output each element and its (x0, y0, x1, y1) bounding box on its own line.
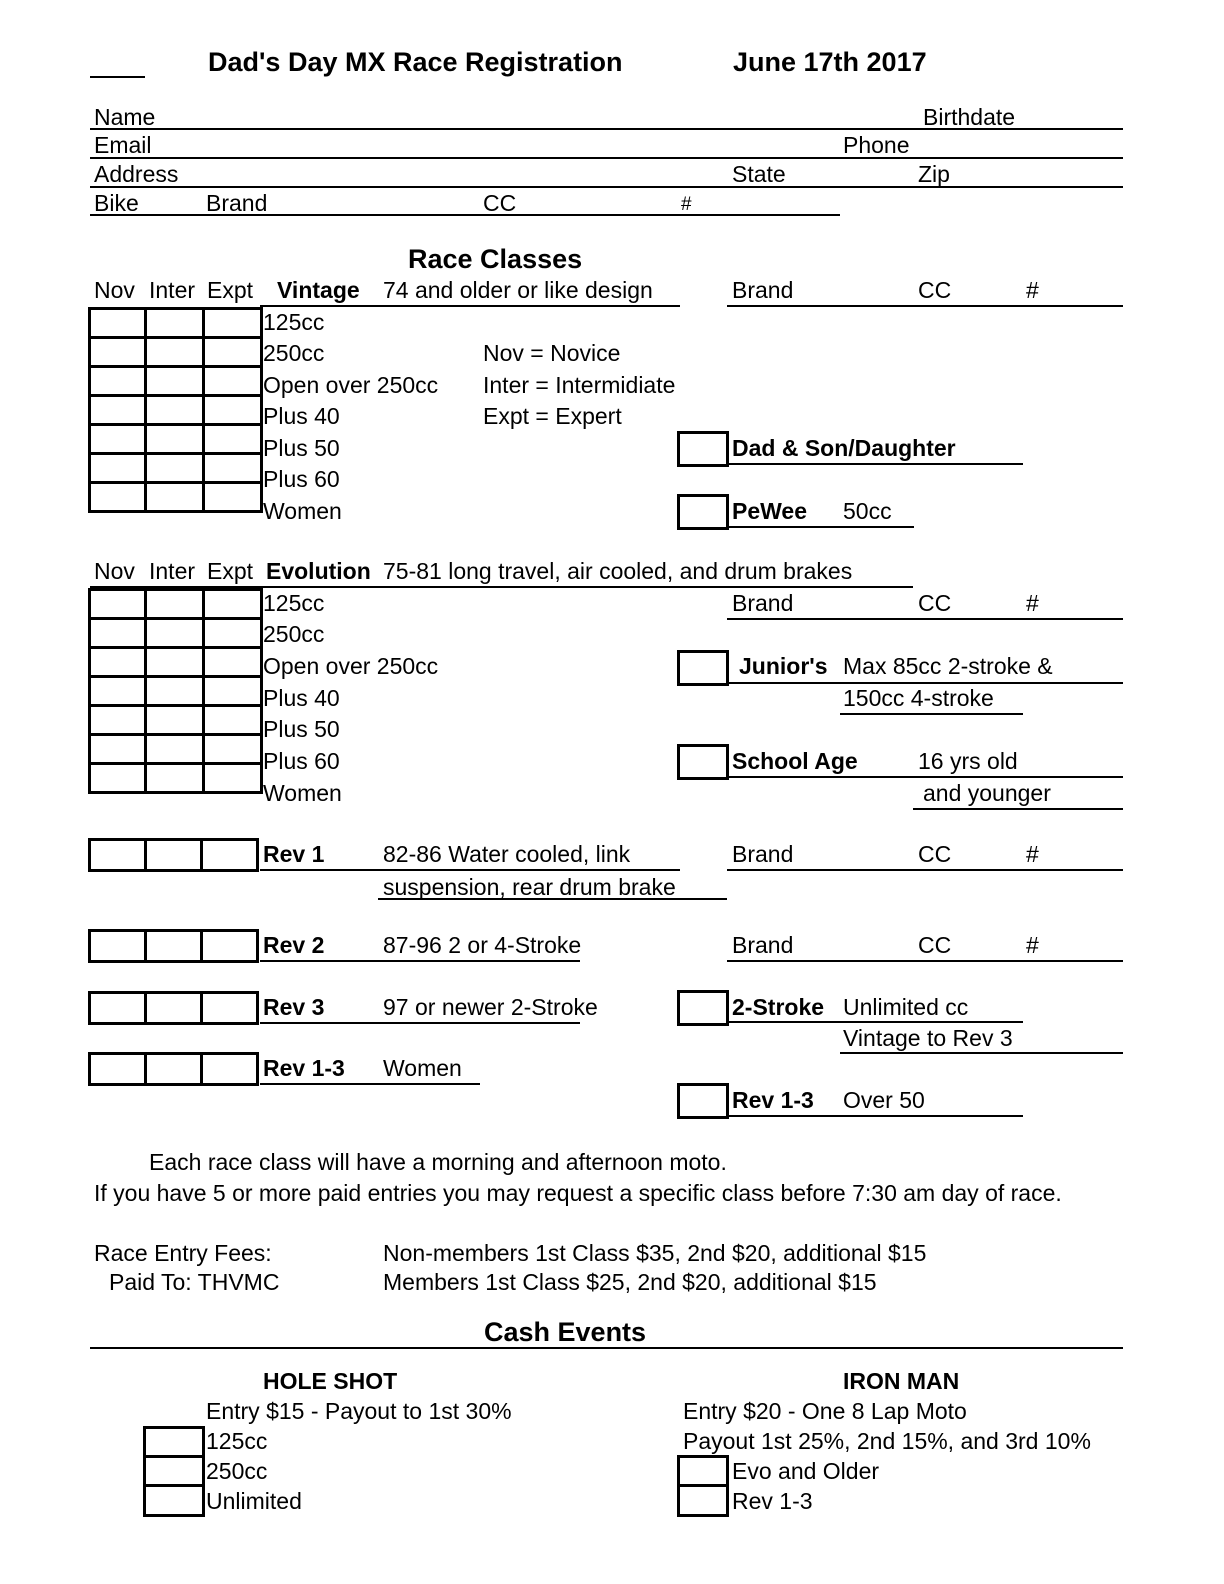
two-stroke-line1 (729, 1021, 1023, 1023)
two-stroke-desc1: Unlimited cc (843, 994, 969, 1020)
state-label: State (732, 161, 786, 187)
two-stroke-checkbox[interactable] (677, 990, 729, 1026)
school-age-desc1: 16 yrs old (918, 748, 1018, 774)
form-number-blank[interactable] (90, 76, 145, 78)
evo-plus60-expt-checkbox[interactable] (202, 733, 263, 765)
rev13-women-checkbox-row (88, 1052, 256, 1086)
rev2-line (260, 960, 580, 962)
rev1-line2 (378, 898, 727, 900)
vintage-plus50-nov-checkbox[interactable] (88, 423, 147, 455)
vintage-250-expt-checkbox[interactable] (202, 336, 263, 368)
two-stroke-desc2: Vintage to Rev 3 (843, 1025, 1013, 1051)
rev3-checkbox-row (88, 991, 256, 1025)
evo-bike-line[interactable] (727, 618, 1123, 620)
rev2-desc: 87-96 2 or 4-Stroke (383, 932, 582, 958)
hole-shot-option-250: 250cc (206, 1458, 268, 1484)
vintage-class-plus40: Plus 40 (263, 403, 340, 429)
school-age-title: School Age (732, 748, 858, 774)
hole-shot-entry: Entry $15 - Payout to 1st 30% (206, 1398, 512, 1424)
vintage-125-inter-checkbox[interactable] (144, 307, 205, 339)
bike-number-label: # (681, 194, 692, 215)
bike-line[interactable] (90, 214, 840, 216)
vintage-women-nov-checkbox[interactable] (88, 481, 147, 513)
rev2-nov-checkbox[interactable] (88, 929, 147, 963)
rev13-women-inter-checkbox[interactable] (144, 1052, 203, 1086)
entries-note: If you have 5 or more paid entries you may request a specific class before 7:30 am day of race. (94, 1180, 1062, 1206)
evo-plus60-nov-checkbox[interactable] (88, 733, 147, 765)
vintage-cc-label: CC (918, 277, 952, 303)
rev1-desc1: 82-86 Water cooled, link (383, 841, 631, 867)
vintage-plus40-nov-checkbox[interactable] (88, 394, 147, 426)
vintage-class-plus60: Plus 60 (263, 466, 340, 492)
hole-shot-unlimited-checkbox[interactable] (143, 1484, 205, 1517)
evo-class-plus60: Plus 60 (263, 748, 340, 774)
evo-plus40-expt-checkbox[interactable] (202, 675, 263, 707)
evo-250-expt-checkbox[interactable] (202, 617, 263, 649)
evo-open-inter-checkbox[interactable] (144, 646, 205, 678)
rev2-cc-label: CC (918, 932, 952, 958)
address-line[interactable] (90, 186, 1123, 188)
vintage-desc: 74 and older or like design (383, 277, 653, 303)
race-classes-heading: Race Classes (408, 244, 583, 274)
evo-plus60-inter-checkbox[interactable] (144, 733, 205, 765)
rev3-nov-checkbox[interactable] (88, 991, 147, 1025)
evo-inter-header: Inter (149, 558, 196, 584)
iron-man-option-evo: Evo and Older (732, 1458, 880, 1484)
juniors-title: Junior's (739, 653, 828, 679)
evo-cc-label: CC (918, 590, 952, 616)
vintage-250-inter-checkbox[interactable] (144, 336, 205, 368)
school-age-desc2: and younger (923, 780, 1051, 806)
vintage-women-inter-checkbox[interactable] (144, 481, 205, 513)
rev13-over50-title: Rev 1-3 (732, 1087, 814, 1113)
vintage-checkbox-grid (88, 307, 260, 510)
vintage-open-expt-checkbox[interactable] (202, 365, 263, 397)
vintage-class-women: Women (263, 498, 342, 524)
vintage-plus50-inter-checkbox[interactable] (144, 423, 205, 455)
rev2-bike-line[interactable] (727, 960, 1123, 962)
evolution-title: Evolution (266, 558, 371, 584)
vintage-plus60-inter-checkbox[interactable] (144, 452, 205, 484)
vintage-250-nov-checkbox[interactable] (88, 336, 147, 368)
evo-plus50-expt-checkbox[interactable] (202, 704, 263, 736)
rev3-desc: 97 or newer 2-Stroke (383, 994, 598, 1020)
iron-man-entry: Entry $20 - One 8 Lap Moto (683, 1398, 967, 1424)
moto-note: Each race class will have a morning and afternoon moto. (149, 1149, 727, 1175)
bike-cc-label: CC (483, 190, 517, 216)
rev1-line1 (260, 869, 680, 871)
rev13-women-title: Rev 1-3 (263, 1055, 345, 1081)
pewee-title: PeWee (732, 498, 808, 524)
evolution-checkbox-grid (88, 588, 260, 791)
vintage-class-open: Open over 250cc (263, 372, 439, 398)
email-line[interactable] (90, 157, 1123, 159)
vintage-title: Vintage (277, 277, 360, 303)
rev1-desc2: suspension, rear drum brake (383, 874, 676, 900)
dad-son-line (729, 463, 1023, 465)
vintage-class-plus50: Plus 50 (263, 435, 340, 461)
rev13-women-expt-checkbox[interactable] (200, 1052, 259, 1086)
two-stroke-title: 2-Stroke (732, 994, 825, 1020)
pewee-line (729, 526, 914, 528)
evo-open-nov-checkbox[interactable] (88, 646, 147, 678)
rev1-nov-checkbox[interactable] (88, 838, 147, 872)
evo-class-women: Women (263, 780, 342, 806)
rev2-brand-label: Brand (732, 932, 794, 958)
name-label: Name (94, 104, 156, 130)
pewee-desc: 50cc (843, 498, 892, 524)
hole-shot-option-unlimited: Unlimited (206, 1488, 302, 1514)
vintage-brand-label: Brand (732, 277, 794, 303)
evo-nov-header: Nov (94, 558, 135, 584)
evo-250-inter-checkbox[interactable] (144, 617, 205, 649)
rev13-women-nov-checkbox[interactable] (88, 1052, 147, 1086)
vintage-plus60-expt-checkbox[interactable] (202, 452, 263, 484)
rev2-checkbox-row (88, 929, 256, 963)
evo-plus40-nov-checkbox[interactable] (88, 675, 147, 707)
iron-man-option-rev13: Rev 1-3 (732, 1488, 813, 1514)
legend-intermediate: Inter = Intermidiate (483, 372, 676, 398)
juniors-desc2: 150cc 4-stroke (843, 685, 994, 711)
rev2-inter-checkbox[interactable] (144, 929, 203, 963)
vintage-open-inter-checkbox[interactable] (144, 365, 205, 397)
iron-man-payout: Payout 1st 25%, 2nd 15%, and 3rd 10% (683, 1428, 1091, 1454)
expt-header: Expt (207, 277, 254, 303)
email-label: Email (94, 132, 152, 158)
name-line[interactable] (90, 128, 1123, 130)
iron-man-rev13-checkbox[interactable] (677, 1484, 729, 1517)
vintage-plus50-expt-checkbox[interactable] (202, 423, 263, 455)
evo-class-open: Open over 250cc (263, 653, 439, 679)
evolution-desc: 75-81 long travel, air cooled, and drum brakes (383, 558, 853, 584)
rev13-over50-checkbox[interactable] (677, 1083, 729, 1119)
vintage-number-label: # (1026, 277, 1039, 303)
inter-header: Inter (149, 277, 196, 303)
rev13-women-line (260, 1083, 480, 1085)
nov-header: Nov (94, 277, 135, 303)
evo-plus40-inter-checkbox[interactable] (144, 675, 205, 707)
phone-label: Phone (843, 132, 910, 158)
vintage-125-nov-checkbox[interactable] (88, 307, 147, 339)
hole-shot-option-125: 125cc (206, 1428, 268, 1454)
vintage-plus60-nov-checkbox[interactable] (88, 452, 147, 484)
rev2-title: Rev 2 (263, 932, 325, 958)
two-stroke-line2 (840, 1052, 1123, 1054)
fees-label: Race Entry Fees: (94, 1240, 272, 1266)
hole-shot-125-checkbox[interactable] (143, 1426, 205, 1458)
rev1-inter-checkbox[interactable] (144, 838, 203, 872)
iron-man-title: IRON MAN (843, 1368, 960, 1394)
hole-shot-title: HOLE SHOT (263, 1368, 398, 1394)
evo-women-expt-checkbox[interactable] (202, 762, 263, 794)
evo-number-label: # (1026, 590, 1039, 616)
evo-brand-label: Brand (732, 590, 794, 616)
juniors-desc1: Max 85cc 2-stroke & (843, 653, 1053, 679)
vintage-class-250: 250cc (263, 340, 325, 366)
zip-label: Zip (918, 161, 950, 187)
non-member-fees: Non-members 1st Class $35, 2nd $20, additional $15 (383, 1240, 927, 1266)
rev1-expt-checkbox[interactable] (200, 838, 259, 872)
rev3-title: Rev 3 (263, 994, 325, 1020)
evo-125-inter-checkbox[interactable] (144, 588, 205, 620)
vintage-bike-line[interactable] (727, 305, 1123, 307)
legend-novice: Nov = Novice (483, 340, 621, 366)
rev1-number-label: # (1026, 841, 1039, 867)
evo-125-expt-checkbox[interactable] (202, 588, 263, 620)
dad-son-checkbox[interactable] (677, 431, 729, 467)
vintage-header-line (260, 305, 680, 307)
bike-label: Bike (94, 190, 139, 216)
pewee-checkbox[interactable] (677, 494, 729, 530)
vintage-plus40-inter-checkbox[interactable] (144, 394, 205, 426)
evo-class-plus40: Plus 40 (263, 685, 340, 711)
juniors-checkbox[interactable] (677, 650, 729, 686)
iron-man-evo-checkbox[interactable] (677, 1455, 729, 1487)
evo-expt-header: Expt (207, 558, 254, 584)
dad-son-title: Dad & Son/Daughter (732, 435, 956, 461)
evo-class-125: 125cc (263, 590, 325, 616)
cash-events-divider (90, 1347, 1123, 1349)
rev1-checkbox-row (88, 838, 256, 872)
rev2-number-label: # (1026, 932, 1039, 958)
school-age-checkbox[interactable] (677, 744, 729, 780)
evo-class-250: 250cc (263, 621, 325, 647)
school-age-line2 (913, 808, 1123, 810)
vintage-125-expt-checkbox[interactable] (202, 307, 263, 339)
paid-to-label: Paid To: THVMC (109, 1269, 280, 1295)
vintage-class-125: 125cc (263, 309, 325, 335)
address-label: Address (94, 161, 179, 187)
evo-class-plus50: Plus 50 (263, 716, 340, 742)
evo-women-inter-checkbox[interactable] (144, 762, 205, 794)
birthdate-label: Birthdate (923, 104, 1016, 130)
rev1-title: Rev 1 (263, 841, 325, 867)
bike-brand-label: Brand (206, 190, 268, 216)
evo-women-nov-checkbox[interactable] (88, 762, 147, 794)
evo-open-expt-checkbox[interactable] (202, 646, 263, 678)
juniors-line1 (729, 682, 1123, 684)
event-date: June 17th 2017 (733, 47, 927, 77)
page-title: Dad's Day MX Race Registration (208, 47, 623, 77)
evo-125-nov-checkbox[interactable] (88, 588, 147, 620)
vintage-plus40-expt-checkbox[interactable] (202, 394, 263, 426)
rev3-expt-checkbox[interactable] (200, 991, 259, 1025)
hole-shot-250-checkbox[interactable] (143, 1455, 205, 1487)
rev13-women-desc: Women (383, 1055, 462, 1081)
rev2-expt-checkbox[interactable] (200, 929, 259, 963)
evo-plus50-inter-checkbox[interactable] (144, 704, 205, 736)
juniors-line2 (840, 713, 1023, 715)
legend-expert: Expt = Expert (483, 403, 622, 429)
cash-events-heading: Cash Events (484, 1317, 647, 1347)
vintage-women-expt-checkbox[interactable] (202, 481, 263, 513)
rev3-line (260, 1022, 580, 1024)
member-fees: Members 1st Class $25, 2nd $20, additional $15 (383, 1269, 877, 1295)
rev1-cc-label: CC (918, 841, 952, 867)
rev1-bike-line[interactable] (727, 869, 1123, 871)
vintage-open-nov-checkbox[interactable] (88, 365, 147, 397)
rev1-brand-label: Brand (732, 841, 794, 867)
school-age-line1 (729, 776, 1123, 778)
rev13-over50-line (729, 1115, 1023, 1117)
evo-250-nov-checkbox[interactable] (88, 617, 147, 649)
rev3-inter-checkbox[interactable] (144, 991, 203, 1025)
rev13-over50-desc: Over 50 (843, 1087, 925, 1113)
evo-plus50-nov-checkbox[interactable] (88, 704, 147, 736)
